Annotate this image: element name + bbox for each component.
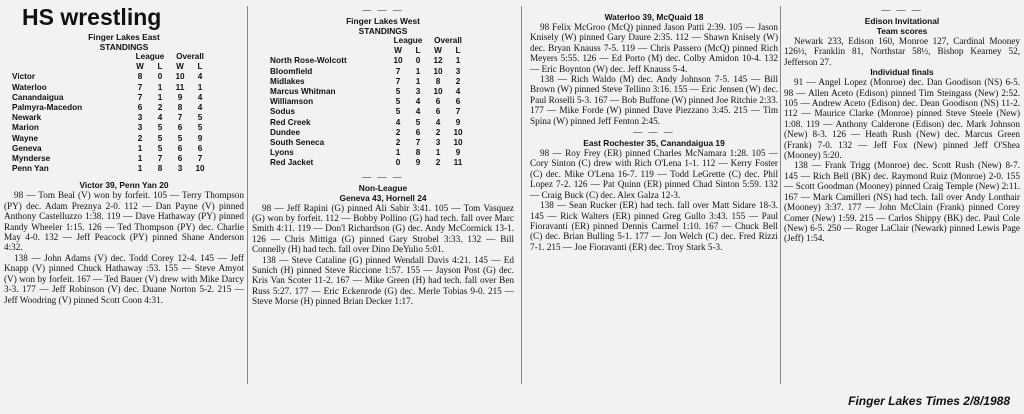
team-name: Mynderse (12, 154, 51, 164)
finals-title: Individual finals (870, 67, 934, 78)
team-name: Midlakes (270, 76, 305, 86)
header-l: L (415, 46, 421, 56)
team-name: Sodus (270, 107, 296, 117)
header-league: League (393, 36, 423, 45)
cell: 3 (177, 164, 183, 174)
cell: 2 (435, 127, 441, 137)
cell: 2 (157, 103, 163, 113)
table-row (12, 83, 210, 93)
cell: 4 (415, 97, 421, 107)
cell: 6 (177, 143, 183, 153)
game-text: 98 — Jeff Rapini (G) pinned Ali Sabir 3:41. 105 — Tom Vasquez (G) won by forfeit. 112 — Bobby Pollino (G) had tech. fall over Marc Smith 4:11. 119 — Don'l Richardson (G) dec. Andy McCormick 13-1. 126 — Chris Mittiga (G) pinned Gary Strobel 3:33. 132 — Bill Connelly (H) had tech. fall over Dino DeYulio 5:01. (252, 202, 514, 255)
team-name: Canandaigua (12, 92, 64, 102)
cell: 3 (137, 113, 143, 123)
column-divider (247, 6, 248, 384)
cell: 12 (433, 56, 443, 66)
header-overall: Overall (434, 36, 462, 45)
table-row (270, 118, 468, 128)
cell: 3 (455, 66, 461, 76)
table-row (12, 103, 210, 113)
cell: 4 (395, 117, 401, 127)
header-w: W (176, 62, 184, 72)
league-name: Finger Lakes West (346, 16, 420, 26)
game-text: 138 — Steve Cataline (G) pinned Wendall Davis 4:21. 145 — Ed Sunich (H) pinned Steve Riccione 1:57. 155 — Jayson Post (G) dec. Kris Van Scoter 11-2. 167 — Mike Green (H) had tech. fall over Ben Russ 5:27. 177 — Eric Eckenrode (G) dec. Merle Tobias 9-0. 215 — Steve Morse (H) pinned Brian Decker 1:17. (252, 254, 514, 307)
cell: 5 (177, 133, 183, 143)
cell: 5 (395, 97, 401, 107)
cell: 8 (157, 164, 163, 174)
cell: 2 (395, 138, 401, 148)
team-scores-text: Newark 233, Edison 160, Monroe 127, Cardinal Mooney 126½, Franklin 81, Northstar 58½, Bishop Kearney 52, Jefferson 27. (784, 36, 1020, 67)
standings-label: STANDINGS (358, 26, 408, 36)
game-text: 138 — Rich Waldo (M) dec. Andy Johnson 7-5. 145 — Bill Brown (W) pinned Steve Tellino 3:16. 155 — Eric Jensen (W) dec. Paul Roselli 5-3. 167 — Bob Buffone (W) pinned Joe Ritchie 2:33. 177 — Mike Forde (W) pinned Dave Piezzano 3:45. 215 — Tim Spina (W) pinned Jeff Fenton 2:45. (530, 74, 778, 126)
table-row (12, 123, 210, 133)
cell: 1 (415, 76, 421, 86)
cell: 8 (177, 103, 183, 113)
team-name: Geneva (12, 143, 42, 153)
table-row (270, 138, 468, 148)
standings-table (270, 36, 468, 169)
event-subtitle: Team scores (876, 26, 928, 36)
cell: 0 (415, 56, 421, 66)
table-row (270, 158, 468, 168)
cell: 10 (393, 56, 403, 66)
cell: 7 (157, 154, 163, 164)
cell: 1 (435, 148, 441, 158)
cell: 7 (197, 154, 203, 164)
cell: 4 (197, 103, 203, 113)
cell: 2 (455, 76, 461, 86)
cell: 1 (137, 143, 143, 153)
game-title: Victor 39, Penn Yan 20 (79, 180, 169, 191)
cell: 4 (197, 72, 203, 82)
team-name: Waterloo (12, 82, 47, 92)
cell: 9 (415, 158, 421, 168)
team-name: Newark (12, 113, 42, 123)
table-header-row (12, 52, 210, 62)
team-name: Victor (12, 72, 36, 82)
team-name: Red Jacket (270, 158, 314, 168)
column-1 (4, 0, 244, 414)
cell: 9 (455, 148, 461, 158)
cell: 5 (197, 123, 203, 133)
column-divider (521, 6, 522, 384)
header-l: L (197, 62, 203, 72)
cell: 1 (395, 148, 401, 158)
cell: 9 (177, 92, 183, 102)
team-name: Dundee (270, 127, 301, 137)
table-row (12, 134, 210, 144)
table-row (270, 87, 468, 97)
cell: 6 (197, 143, 203, 153)
cell: 0 (157, 72, 163, 82)
cell: 6 (177, 154, 183, 164)
cell: 5 (157, 143, 163, 153)
game-text: 138 — John Adams (V) dec. Todd Corey 12-4. 145 — Jeff Knapp (V) pinned Chuck Hathaway :53. 155 — Steve Amyot (V) won by forfeit. 167 — Ted Bauer (V) drew with Mike Darcy 3-3. 177 — Jeff Robinson (V) dec. Duane Norton 5-2. 215 — Jeff Woodring (V) pinned Scott Coon 4:31. (4, 252, 244, 305)
cell: 7 (395, 76, 401, 86)
header-w: W (434, 46, 442, 56)
finals-text: 91 — Angel Lopez (Monroe) dec. Dan Goodison (NS) 6-5. 98 — Allen Aceto (Edison) pinned Tim Steingass (New) 2:52. 105 — Andrew Aceto (Edison) dec. Dean Goodison (NS) 11-2. 112 — Maurice Clarke (Monroe) pinned Steve Steele (New) 1:08. 119 — Anthony Calderone (Edison) dec. Mark Johnson (New) 8-3. 126 — Heath Rush (New) dec. Marcus Green (Frank) 7-0. 132 — Jeff Fox (New) pinned Jeff O'Shea (Mooney) 5:20. (784, 77, 1020, 161)
cell: 10 (433, 87, 443, 97)
team-name: Marion (12, 123, 39, 133)
header-overall: Overall (176, 52, 204, 61)
cell: 5 (157, 123, 163, 133)
cell: 9 (197, 133, 203, 143)
team-name: Marcus Whitman (270, 87, 336, 97)
cell: 1 (455, 56, 461, 66)
cell: 1 (197, 82, 203, 92)
header-w: W (394, 46, 402, 56)
table-row (270, 107, 468, 117)
standings-label: STANDINGS (99, 42, 149, 52)
header-l: L (157, 62, 163, 72)
table-row (12, 93, 210, 103)
cell: 5 (197, 113, 203, 123)
header-league: League (135, 52, 165, 61)
cell: 2 (395, 127, 401, 137)
cell: 11 (175, 82, 185, 92)
header-l: L (455, 46, 461, 56)
separator: — — — (881, 5, 923, 15)
cell: 0 (395, 158, 401, 168)
table-row (270, 148, 468, 158)
game-title: East Rochester 35, Canandaigua 19 (583, 138, 725, 149)
column-4 (784, 0, 1020, 414)
cell: 6 (177, 123, 183, 133)
separator: — — — (633, 127, 675, 138)
cell: 7 (415, 138, 421, 148)
table-header-row (270, 36, 468, 46)
team-name: Lyons (270, 148, 294, 158)
team-name: Penn Yan (12, 164, 49, 174)
team-name: Wayne (12, 133, 39, 143)
cell: 1 (415, 66, 421, 76)
section-label: Non-League (358, 182, 408, 193)
game-text: 98 — Tom Beal (V) won by forfeit. 105 — Terry Thompson (PY) dec. Adam Preznya 2-0. 112 — Dan Payne (V) pinned Anthony Castelluzzo 1:38. 119 — Dave Hathaway (PY) pinned Randy Wheeler 1:15. 126 — Ted Thompson (PY) dec. Charlie May 4-0. 132 — Jeff Peacock (PY) pinned Shane Anderson 4:32. (4, 190, 244, 253)
cell: 4 (435, 117, 441, 127)
team-name: Bloomfield (270, 66, 313, 76)
cell: 1 (157, 92, 163, 102)
team-name: South Seneca (270, 138, 325, 148)
cell: 7 (137, 92, 143, 102)
table-row (12, 154, 210, 164)
column-3 (530, 0, 778, 414)
cell: 1 (157, 82, 163, 92)
event-title: Edison Invitational (864, 16, 940, 26)
table-row (270, 128, 468, 138)
cell: 1 (137, 154, 143, 164)
team-name: North Rose-Wolcott (270, 56, 347, 66)
game-title: Waterloo 39, McQuaid 18 (604, 12, 704, 22)
table-row (12, 113, 210, 123)
cell: 7 (177, 113, 183, 123)
team-name: Williamson (270, 97, 314, 107)
separator: — — — (362, 171, 404, 182)
cell: 4 (197, 92, 203, 102)
table-row (270, 97, 468, 107)
game-text: 98 — Roy Frey (ER) pinned Charles McNamara 1:28. 105 — Cory Sinton (C) drew with Rich O'Lena 1-1. 112 — Kerry Foster (C) dec. Mike O'Lena 16-7. 119 — Todd LeGrette (C) dec. Phil Lopez 7-2. 126 — Pat Quinn (ER) pinned Chad Sinton 5:59. 132 — Craig Buck (C) dec. Alex Galza 12-3. (530, 148, 778, 200)
league-name: Finger Lakes East (88, 32, 160, 42)
cell: 7 (395, 66, 401, 76)
cell: 5 (395, 87, 401, 97)
team-name: Palmyra-Macedon (12, 103, 83, 113)
cell: 4 (157, 113, 163, 123)
cell: 5 (415, 117, 421, 127)
cell: 6 (455, 97, 461, 107)
team-name: Red Creek (270, 117, 311, 127)
table-row (12, 164, 210, 174)
standings-table (12, 52, 210, 174)
cell: 5 (395, 107, 401, 117)
cell: 8 (415, 148, 421, 158)
cell: 10 (433, 66, 443, 76)
cell: 11 (453, 158, 463, 168)
game-title: Geneva 43, Hornell 24 (339, 192, 427, 203)
cell: 5 (157, 133, 163, 143)
cell: 9 (455, 117, 461, 127)
cell: 4 (455, 87, 461, 97)
cell: 6 (435, 97, 441, 107)
table-row (270, 67, 468, 77)
cell: 2 (435, 158, 441, 168)
cell: 4 (415, 107, 421, 117)
finals-text: 138 — Frank Trigg (Monroe) dec. Scott Rush (New) 8-7. 145 — Rich Bell (BK) dec. Raymond Ruiz (Monroe) 2-0. 155 — Scott Goodman (Mooney) pinned Craig Temple (New) 2:11. 167 — Mark Camilleri (NS) had tech. fall over Andy Lonthair (Mooney) 3:37. 177 — John McClain (Frank) pinned Corey Comer (New) 1:59. 215 — Carlos Shippy (BK) dec. Paul Cole (New) 6-5. 250 — Roger LaClair (Newark) pinned Lewis Page (Jeff) 1:54. (784, 160, 1020, 244)
cell: 3 (137, 123, 143, 133)
cell: 8 (137, 72, 143, 82)
cell: 7 (455, 107, 461, 117)
cell: 1 (137, 164, 143, 174)
cell: 10 (175, 72, 185, 82)
cell: 10 (453, 138, 463, 148)
game-text: 98 Felix McGroo (McQ) pinned Jason Patti 2:39. 105 — Jason Knisely (W) pinned Gary Daure 2:35. 112 — Shawn Knisely (W) dec. Bryan Knauss 7-5. 119 — Chris Passero (McQ) pinned Rich Meyers 5:55. 126 — Ed Porto (M) dec. Colby Amidon 10-4. 132 — Eric Boynton (W) dec. Jeff Knauss 5-4. (530, 22, 778, 74)
cell: 6 (137, 103, 143, 113)
cell: 6 (435, 107, 441, 117)
table-subheader-row (270, 46, 468, 56)
cell: 2 (137, 133, 143, 143)
game-text: 138 — Sean Rucker (ER) had tech. fall over Matt Sidare 18-3. 145 — Rick Walters (ER) pinned Greg Gullo 3:43. 155 — Paul Fioravanti (ER) pinned Dennis Carmel 1:10. 167 — Chuck Bell (C) dec. Brian Bulling 5-1. 177 — Jon Welch (C) dec. Fred Rizzi 7-1. 215 — Joe Fioravanti (ER) dec. Troy Stark 5-3. (530, 200, 778, 252)
table-row (12, 144, 210, 154)
table-row (12, 72, 210, 82)
table-row (270, 77, 468, 87)
column-2 (252, 0, 514, 414)
header-w: W (136, 62, 144, 72)
page-title: HS wrestling (22, 4, 162, 30)
cell: 10 (195, 164, 205, 174)
separator: — — — (362, 5, 404, 15)
cell: 8 (435, 76, 441, 86)
table-subheader-row (12, 62, 210, 72)
cell: 3 (415, 87, 421, 97)
cell: 10 (453, 127, 463, 137)
column-divider (780, 6, 781, 384)
footer-source: Finger Lakes Times 2/8/1988 (848, 394, 1010, 408)
table-row (270, 56, 468, 66)
cell: 6 (415, 127, 421, 137)
cell: 7 (137, 82, 143, 92)
cell: 3 (435, 138, 441, 148)
